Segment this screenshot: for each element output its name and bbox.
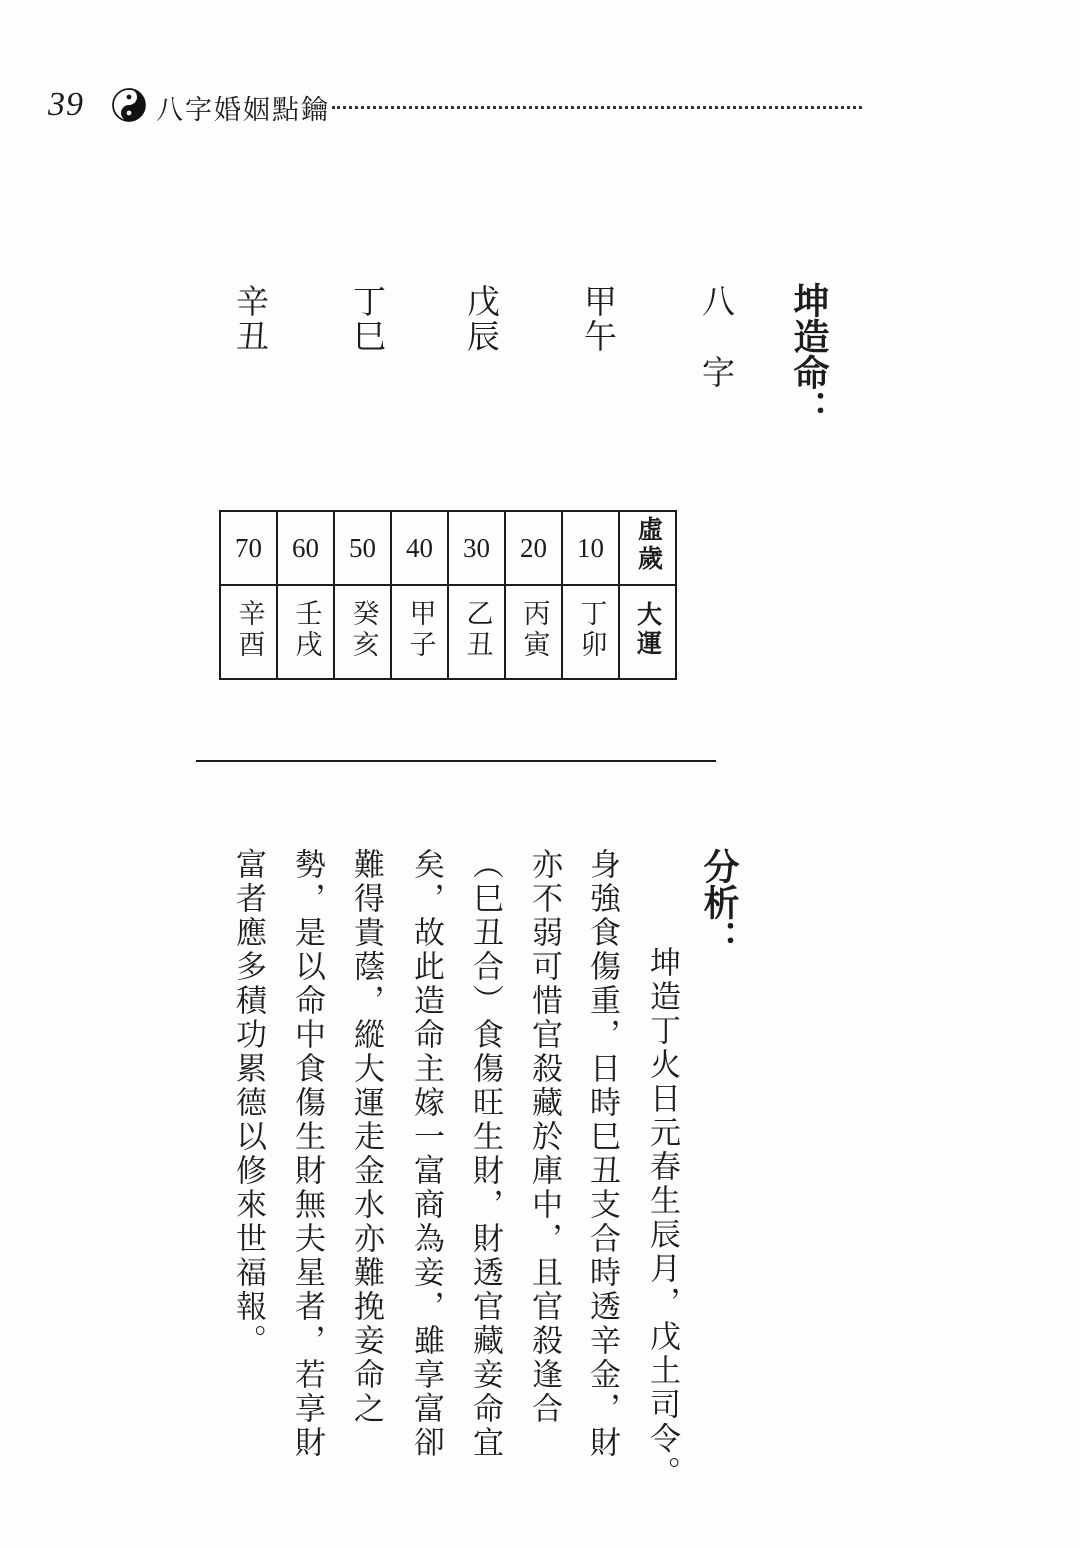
- analysis-column: 亦不弱可惜官殺藏於庫中，且官殺逢合: [526, 848, 562, 1426]
- luck-pillar-cell: [220, 585, 277, 679]
- age-cell: 50: [334, 511, 391, 585]
- analysis-column: 難得貴蔭，縱大運走金水亦難挽妾命之: [348, 848, 384, 1426]
- luck-pillar: 丙寅: [518, 599, 550, 661]
- luck-pillar-row: [220, 585, 676, 679]
- luck-pillar-cell: [334, 585, 391, 679]
- bazi-label: 八字: [697, 284, 736, 426]
- page-header: [48, 84, 868, 132]
- age-row: [220, 511, 676, 585]
- age-cell: 20: [505, 511, 562, 585]
- age-header-cell: [619, 511, 676, 585]
- luck-pillar: 甲子: [404, 599, 436, 661]
- age-cell: 40: [391, 511, 448, 585]
- analysis-column: （巳丑合）食傷旺生財，財透官藏妾命宜: [467, 848, 503, 1460]
- age-cell: 70: [220, 511, 277, 585]
- yin-yang-icon: [112, 88, 146, 122]
- luck-pillar: 乙丑: [461, 599, 493, 661]
- page-number: 39: [48, 86, 84, 123]
- year-pillar: 甲午: [579, 284, 618, 354]
- luck-pillar: 癸亥: [347, 599, 379, 661]
- luck-pillar-cell: [277, 585, 334, 679]
- luck-cycle-table: [219, 510, 677, 680]
- analysis-column: 勢，是以命中食傷生財無夫星者，若享財: [289, 848, 325, 1460]
- analysis-column: 富者應多積功累德以修來世福報。: [230, 848, 266, 1358]
- section-divider: [196, 760, 716, 762]
- analysis-column: 矣，故此造命主嫁一富商為妾，雖享富卻: [408, 848, 444, 1460]
- luck-header: 大運: [633, 601, 663, 659]
- luck-pillar-cell: [562, 585, 619, 679]
- book-title: 八字婚姻點鑰: [156, 95, 330, 126]
- luck-pillar: 丁卯: [575, 599, 607, 661]
- luck-pillar-cell: [391, 585, 448, 679]
- luck-pillar: 壬戌: [290, 599, 322, 661]
- age-header: 虛歲: [634, 515, 662, 574]
- luck-pillar: 辛酉: [233, 599, 265, 661]
- age-cell: 10: [562, 511, 619, 585]
- age-cell: 60: [277, 511, 334, 585]
- day-pillar: 丁巳: [348, 284, 387, 354]
- luck-pillar-cell: [505, 585, 562, 679]
- luck-header-cell: [619, 585, 676, 679]
- analysis-column: 身強食傷重，日時巳丑支合時透辛金，財: [584, 848, 620, 1460]
- analysis-heading: 分析：: [698, 848, 739, 956]
- chart-title: 坤造命：: [788, 282, 829, 426]
- month-pillar: 戊辰: [462, 284, 501, 354]
- header-dotted-leader: [332, 106, 862, 109]
- hour-pillar: 辛丑: [231, 284, 270, 354]
- luck-pillar-cell: [448, 585, 505, 679]
- age-cell: 30: [448, 511, 505, 585]
- analysis-column: 坤造丁火日元春生辰月，戊土司令。: [644, 912, 680, 1490]
